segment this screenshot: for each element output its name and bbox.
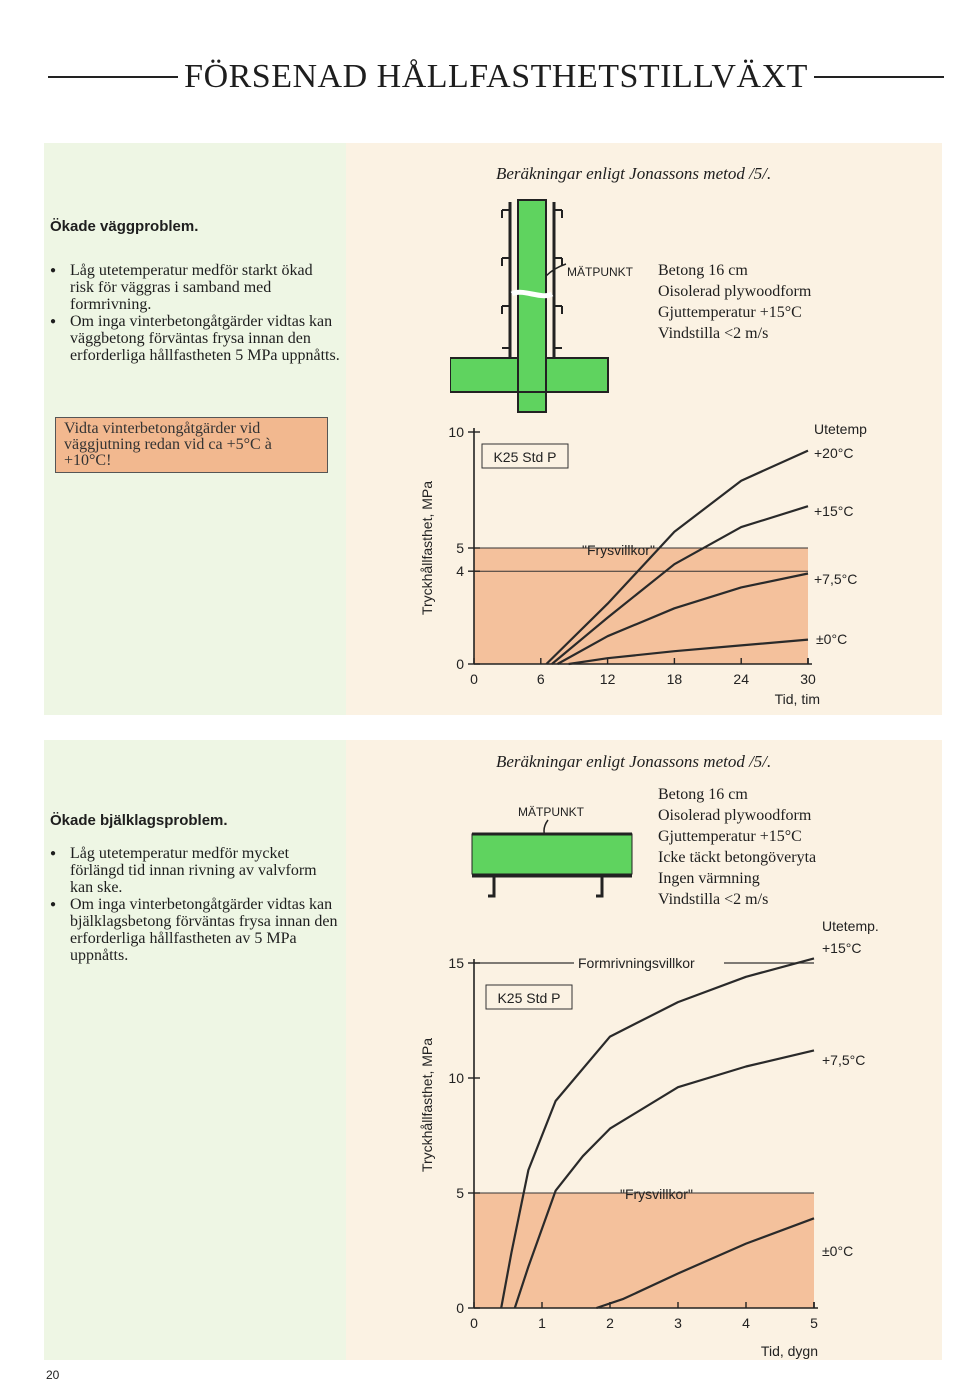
reference-line-label: Formrivningsvillkor <box>578 955 695 971</box>
y-tick-label: 5 <box>456 1185 464 1201</box>
chart-slab-strength <box>346 905 942 1360</box>
series-label: +20°C <box>814 445 854 461</box>
x-tick-label: 2 <box>606 1315 614 1331</box>
x-tick-label: 24 <box>733 671 749 687</box>
x-tick-label: 12 <box>599 671 616 687</box>
x-axis-label: Tid, dygn <box>760 1343 818 1359</box>
note-line: Betong 16 cm <box>658 262 748 279</box>
measure-point-label: MÄTPUNKT <box>518 805 584 819</box>
badge-label: K25 Std P <box>497 990 561 1006</box>
x-tick-label: 4 <box>742 1315 750 1331</box>
x-tick-label: 18 <box>666 671 683 687</box>
series-label: +7,5°C <box>822 1052 866 1068</box>
measure-point-label: MÄTPUNKT <box>567 265 633 279</box>
y-tick-label: 10 <box>448 1070 464 1086</box>
freeze-zone-label: "Frysvillkor" <box>620 1186 693 1202</box>
section1-notes <box>658 260 811 344</box>
note-line: Gjuttemperatur +15°C <box>658 828 802 845</box>
y-axis-label: Tryckhållfasthet, MPa <box>419 480 435 616</box>
section2-left-panel <box>44 740 346 1360</box>
winter-warning-box: Vidta vinterbetongåtgärder vid väggjutning redan vid ca +5°C à +10°C! <box>55 417 328 473</box>
note-line: Ingen värmning <box>658 870 760 887</box>
x-tick-label: 1 <box>538 1315 546 1331</box>
series-label: +7,5°C <box>814 571 858 587</box>
note-line: Icke täckt betongöveryta <box>658 849 817 866</box>
y-axis-label: Tryckhållfasthet, MPa <box>419 1037 435 1173</box>
series-label: +15°C <box>814 503 854 519</box>
y-tick-label: 15 <box>448 955 464 971</box>
section1-heading: Ökade väggproblem. <box>50 218 199 235</box>
y-tick-label: 4 <box>456 563 464 580</box>
x-axis-label: Tid, tim <box>774 691 820 707</box>
freeze-zone <box>474 548 808 664</box>
freeze-zone <box>474 1193 814 1308</box>
legend-title: Utetemp <box>814 421 867 437</box>
title-rule-left <box>48 76 178 78</box>
x-tick-label: 0 <box>470 1315 478 1331</box>
slab-section-diagram <box>470 800 650 905</box>
bullet-item: ● Om inga vinterbetongåtgärder vidtas kan väggbetong förväntas frysa innan den erforderliga hållfastheten 5 MPa uppnåtts. <box>50 313 340 364</box>
page-title: FÖRSENAD HÅLLFASTHETSTILLVÄXT <box>184 58 808 95</box>
y-tick-label: 0 <box>456 1300 464 1316</box>
y-tick-label: 0 <box>456 656 464 672</box>
note-line: Gjuttemperatur +15°C <box>658 304 802 321</box>
title-rule-right <box>814 76 944 78</box>
x-tick-label: 0 <box>470 671 478 687</box>
freeze-zone-label: "Frysvillkor" <box>582 542 655 558</box>
series-label: +15°C <box>822 940 862 956</box>
bullet-item: ● Om inga vinterbetongåtgärder vidtas kan bjälklagsbetong förväntas frysa innan den erforderliga hållfastheten av 5 MPa uppnåtts. <box>50 896 340 964</box>
bullet-item: ● Låg utetemperatur medför starkt ökad risk för väggras i samband med formrivning. <box>50 262 340 313</box>
note-line: Oisolerad plywoodform <box>658 283 812 300</box>
x-tick-label: 30 <box>800 671 816 687</box>
section2-heading: Ökade bjälklagsproblem. <box>50 812 228 829</box>
section1-caption: Beräkningar enligt Jonassons metod /5/. <box>496 164 772 183</box>
note-line: Betong 16 cm <box>658 786 748 803</box>
x-tick-label: 5 <box>810 1315 818 1331</box>
x-tick-label: 3 <box>674 1315 682 1331</box>
badge-label: K25 Std P <box>493 449 557 465</box>
note-line: Vindstilla <2 m/s <box>658 891 769 908</box>
section2-caption: Beräkningar enligt Jonassons metod /5/. <box>496 752 772 771</box>
section1-bullets <box>50 262 340 364</box>
section2-notes <box>658 784 816 910</box>
legend-title: Utetemp. <box>822 918 879 934</box>
note-line: Oisolerad plywoodform <box>658 807 812 824</box>
x-tick-label: 6 <box>536 671 545 687</box>
chart-wall-strength <box>346 408 942 714</box>
bullet-item: ● Låg utetemperatur medför mycket förlängd tid innan rivning av valvform kan ske. <box>50 845 340 896</box>
y-tick-label: 10 <box>448 424 464 440</box>
wall-section-diagram <box>450 196 640 414</box>
page-number: 20 <box>46 1368 60 1382</box>
note-line: Vindstilla <2 m/s <box>658 325 769 342</box>
series-label: ±0°C <box>822 1243 854 1259</box>
series-label: ±0°C <box>816 631 848 647</box>
page-title-row <box>48 52 944 102</box>
y-tick-label: 5 <box>456 540 464 556</box>
section2-bullets <box>50 845 340 964</box>
